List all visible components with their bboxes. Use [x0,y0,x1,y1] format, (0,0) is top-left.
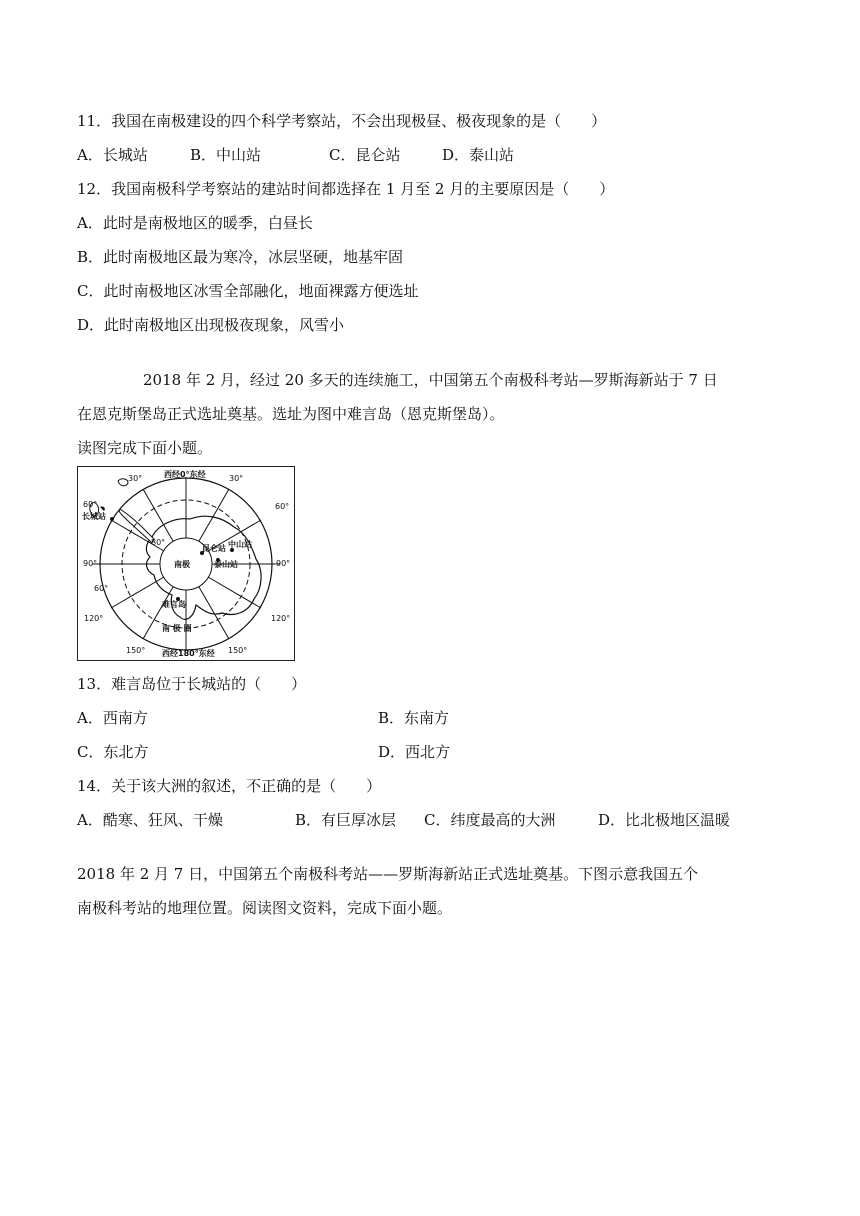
q12-option-d: D．此时南极地区出现极夜现象，风雪小 [77,316,345,334]
q11-option-a: A．长城站 [77,146,148,164]
label-90-right: 90° [276,559,291,568]
q11-option-b: B．中山站 [190,146,262,164]
label-top-meridian: 西经0°东经 [164,470,206,479]
island-shape [118,479,128,486]
label-60-lower-left: 60° [94,584,109,593]
changcheng-station-marker [110,517,114,521]
label-nanyan-island: 难言岛 [162,600,186,609]
label-taishan-station: 泰山站 [214,560,238,569]
q11-option-d: D．泰山站 [442,146,515,164]
q14-option-c: C．纬度最高的大洲 [424,811,556,829]
q11-stem: 11．我国在南极建设的四个科学考察站，不会出现极昼、极夜现象的是（ ） [77,112,607,130]
q13-option-d: D．西北方 [378,743,451,761]
label-antarctic-circle: 南 极 圈 [162,624,192,633]
q12-stem: 12．我国南极科学考察站的建站时间都选择在 1 月至 2 月的主要原因是（ ） [77,180,615,198]
label-changcheng-station: 长城站 [82,512,106,521]
island-shape [100,506,105,511]
antarctica-map-graphic [78,467,294,660]
q13-stem: 13．难言岛位于长城站的（ ） [77,675,307,693]
q13-option-a: A．西南方 [77,709,148,727]
passage1-line3: 读图完成下面小题。 [77,439,213,457]
label-90-left: 90° [83,559,98,568]
q14-option-d: D．比北极地区温暖 [598,811,731,829]
label-60-left: 60° [83,500,98,509]
passage2-line2: 南极科考站的地理位置。阅读图文资料，完成下面小题。 [77,899,453,917]
label-kunlun-station: 昆仑站 [202,544,226,553]
q14-option-b: B．有巨厚冰层 [295,811,397,829]
label-bottom-meridian: 西经180°东经 [162,649,215,658]
passage1-line1: 2018 年 2 月，经过 20 多天的连续施工，中国第五个南极科考站—罗斯海新站于 7 日 [143,371,718,389]
label-30-left: 30° [128,474,143,483]
q12-option-a: A．此时是南极地区的暖季，白昼长 [77,214,313,232]
label-120-left: 120° [84,614,104,623]
q14-stem: 14．关于该大洲的叙述，不正确的是（ ） [77,777,382,795]
label-120-right: 120° [271,614,291,623]
q11-option-c: C．昆仑站 [329,146,401,164]
q13-option-b: B．东南方 [378,709,450,727]
antarctica-map [77,466,295,661]
label-150-right: 150° [228,646,248,655]
label-lat-80: 80° [151,538,166,547]
antarctic-peninsula-shape [119,509,154,543]
passage1-line2: 在恩克斯堡岛正式选址奠基。选址为图中难言岛（恩克斯堡岛）。 [77,405,505,423]
passage2-line1: 2018 年 2 月 7 日，中国第五个南极科考站——罗斯海新站正式选址奠基。下图示意我国五个 [77,865,699,883]
label-south-pole: 南极 [174,560,190,569]
label-150-left: 150° [126,646,146,655]
label-zhongshan-station: 中山站 [228,540,252,549]
q12-option-c: C．此时南极地区冰雪全部融化，地面裸露方便选址 [77,282,419,300]
label-60-right: 60° [275,502,290,511]
q14-option-a: A．酷寒、狂风、干燥 [77,811,223,829]
q13-option-c: C．东北方 [77,743,149,761]
label-30-right: 30° [229,474,244,483]
q12-option-b: B．此时南极地区最为寒冷，冰层坚硬，地基牢固 [77,248,404,266]
